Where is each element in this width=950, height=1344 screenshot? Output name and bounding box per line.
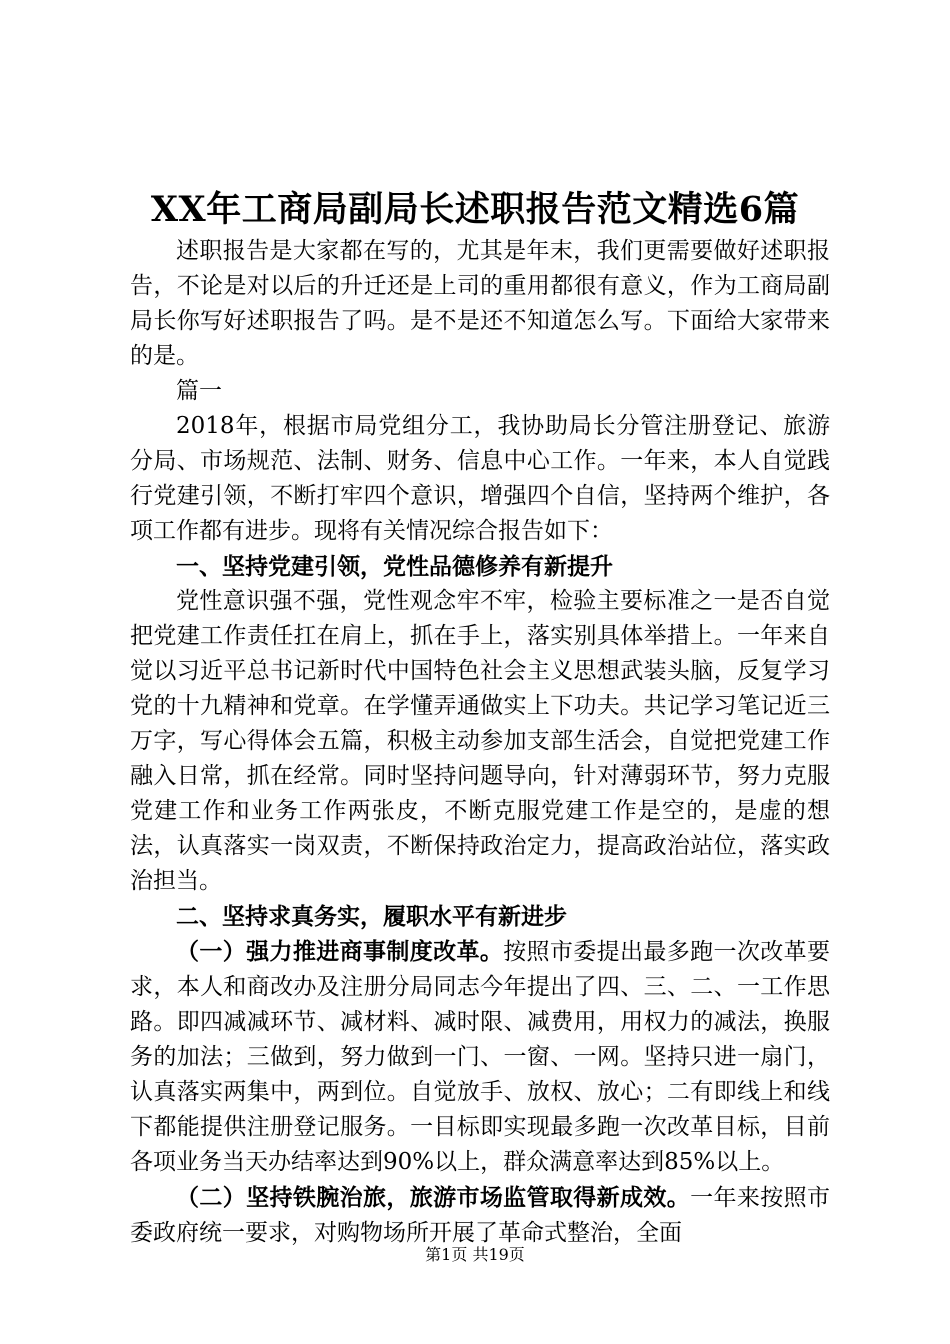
subsection-1 xyxy=(130,934,830,1180)
section-label: 篇一 xyxy=(176,378,222,404)
document-title: XX年工商局副局长述职报告范文精选6篇 xyxy=(150,189,800,230)
document-body xyxy=(130,234,830,1251)
paragraph-2: 党性意识强不强，党性观念牢不牢，检验主要标准之一是否自觉把党建工作责任扛在肩上，抓在手上，落实别具体举措上。一年来自觉以习近平总书记新时代中国特色社会主义思想武装头脑，反复学习党的十九精神和党章。在学懂弄通做实上下功夫。共记学习笔记近三万字，写心得体会五篇，积极主动参加支部生活会，自觉把党建工作融入日常，抓在经常。同时坚持问题导向，针对薄弱环节，努力克服党建工作和业务工作两张皮，不断克服党建工作是空的，是虚的想法，认真落实一岗双责，不断保持政治定力，提高政治站位，落实政治担当。 xyxy=(130,588,830,894)
paragraph-1: 2018年，根据市局党组分工，我协助局长分管注册登记、旅游分局、市场规范、法制、财务、信息中心工作。一年来，本人自觉践行党建引领，不断打牢四个意识，增强四个自信，坚持两个维护，各项工作都有进步。现将有关情况综合报告如下： xyxy=(130,413,830,544)
subsection-1-title: （一）强力推进商事制度改革。 xyxy=(176,938,504,965)
heading-2: 二、坚持求真务实，履职水平有新进步 xyxy=(176,903,567,930)
intro-paragraph: 述职报告是大家都在写的，尤其是年末，我们更需要做好述职报告，不论是对以后的升迁还是上司的重用都很有意义，作为工商局副局长你写好述职报告了吗。是不是还不知道怎么写。下面给大家带来的是。 xyxy=(130,238,830,369)
subsection-2 xyxy=(130,1180,830,1251)
subsection-2-title: （二）坚持铁腕治旅，旅游市场监管取得新成效。 xyxy=(176,1184,691,1211)
page-footer: 第1页 共19页 xyxy=(425,1245,525,1264)
subsection-2-text: 一年来按照市委政府统一要求，对购物场所开展了革命式整治，全面 xyxy=(130,1185,831,1246)
subsection-1-text: 按照市委提出最多跑一次改革要求，本人和商改办及注册分局同志今年提出了四、三、二、一工作思路。即四减减环节、减材料、减时限、减费用，用权力的减法，换服务的加法；三做到，努力做到一门、一窗、一网。坚持只进一扇门，认真落实两集中，两到位。自觉放手、放权、放心；二有即线上和线下都能提供注册登记服务。一目标即实现最多跑一次改革目标，目前各项业务当天办结率达到90%以上，群众满意率达到85%以上。 xyxy=(130,939,831,1175)
heading-1: 一、坚持党建引领，党性品德修养有新提升 xyxy=(176,553,613,580)
